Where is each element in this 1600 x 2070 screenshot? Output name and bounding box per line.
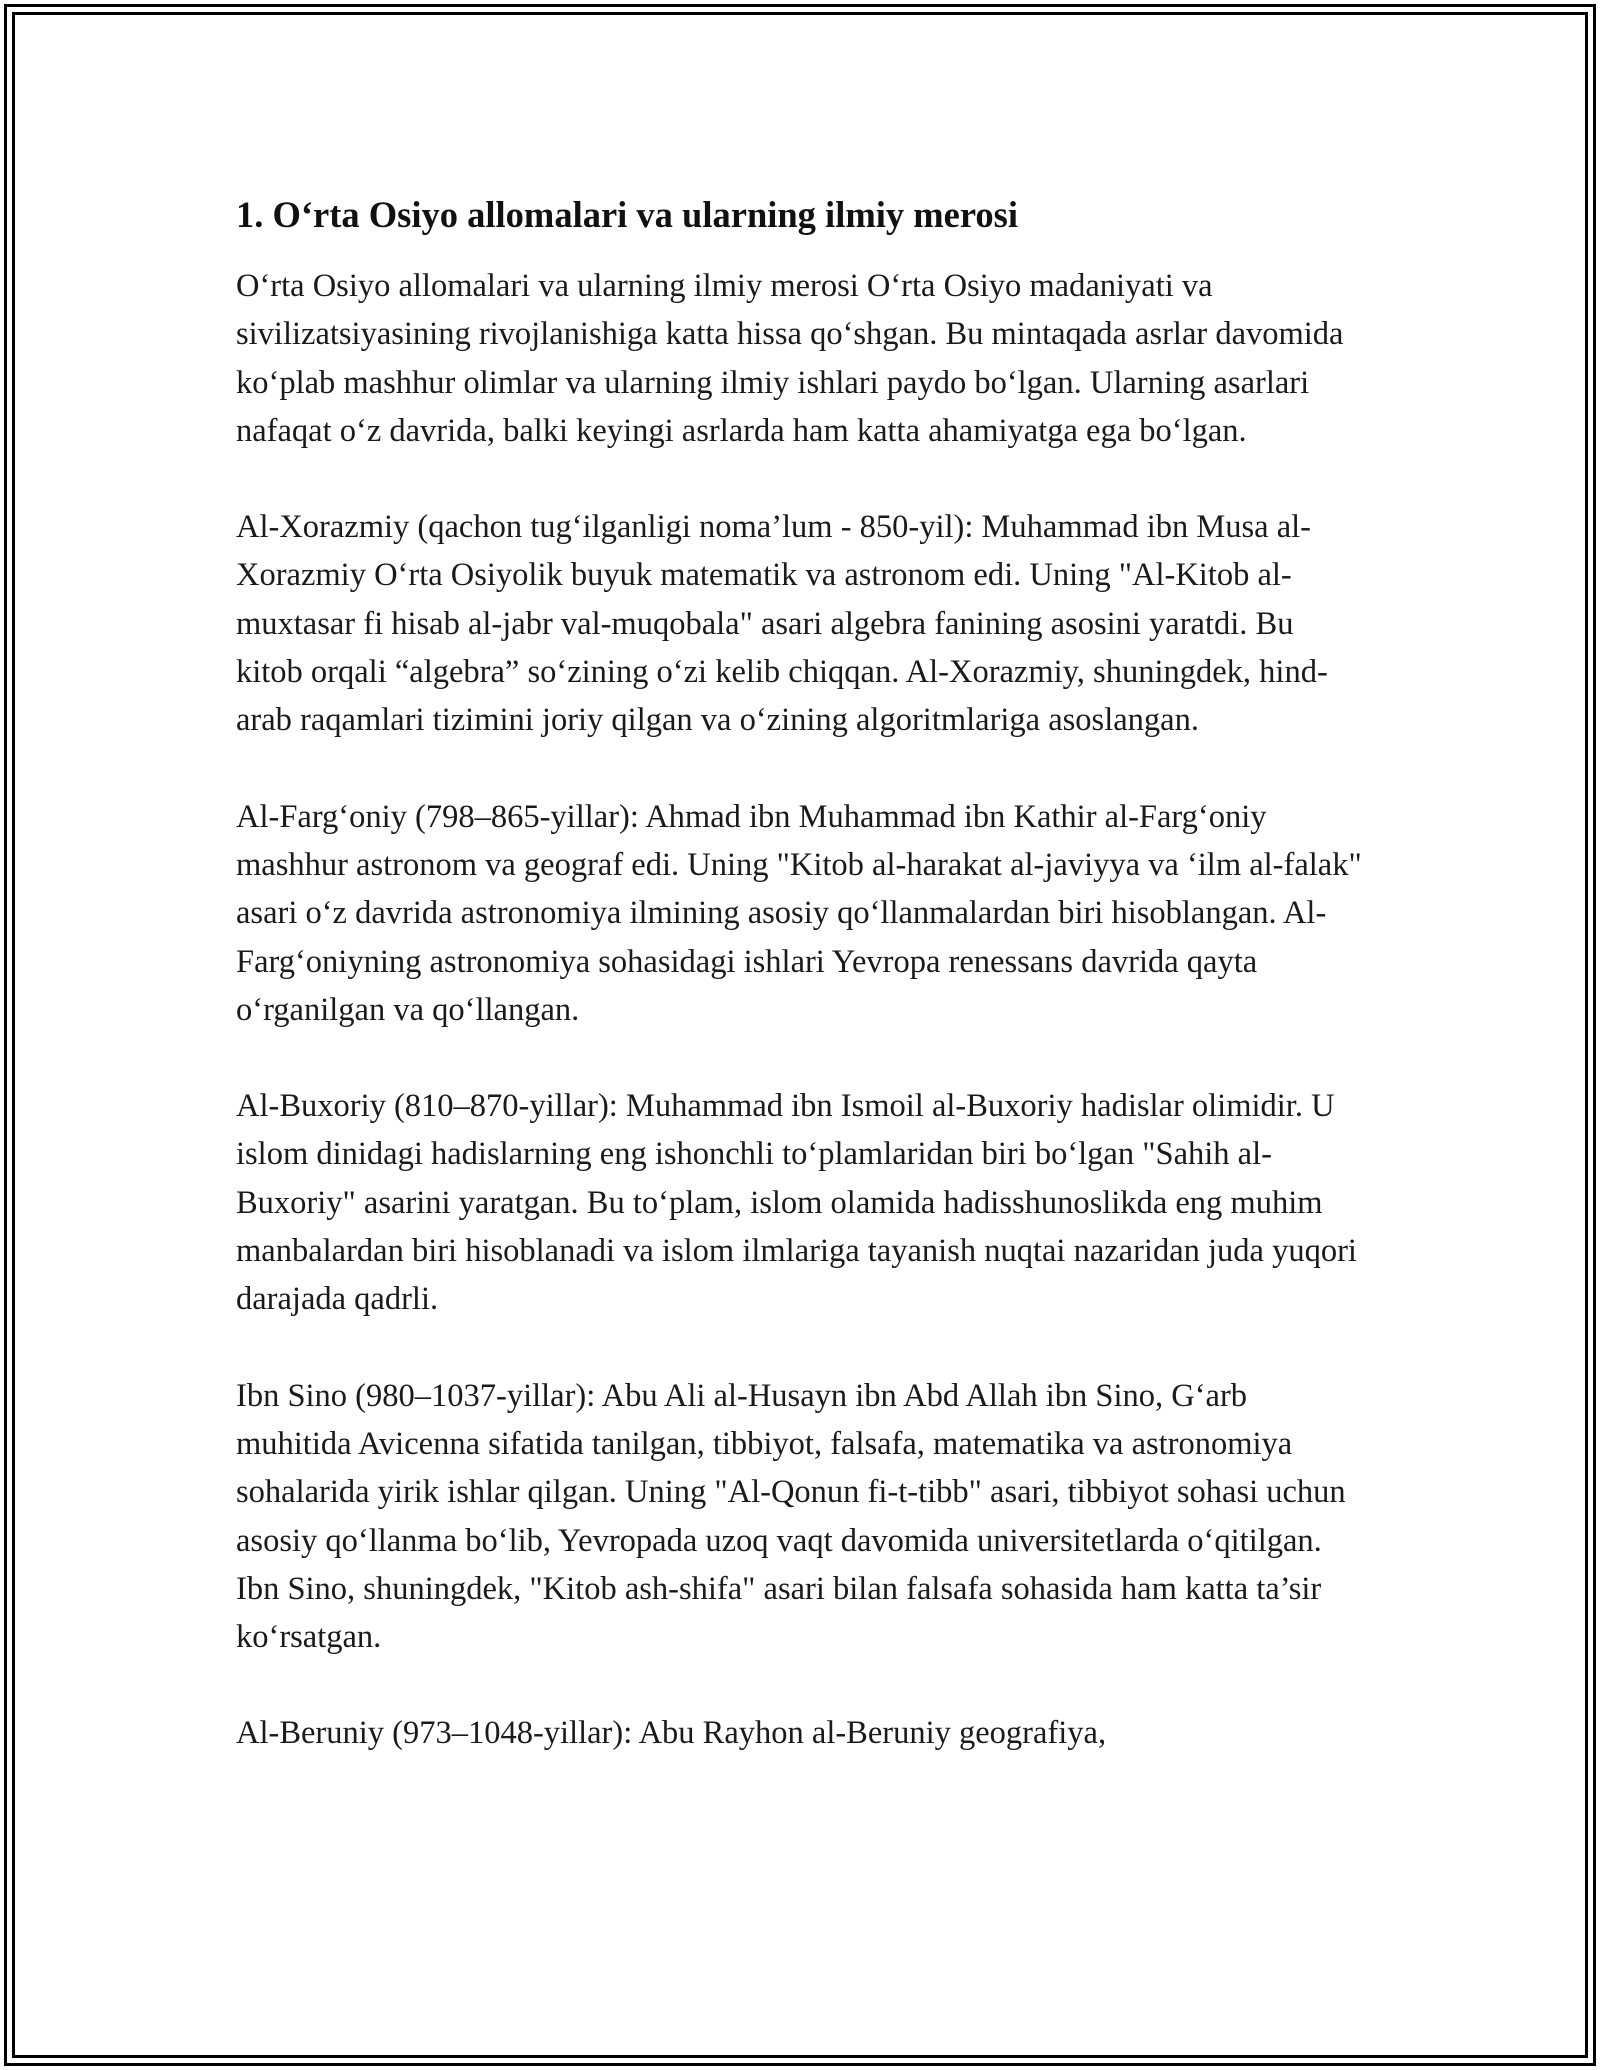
paragraph-al-beruniy: Al-Beruniy (973–1048-yillar): Abu Rayhon al-Beruniy geografiya, [236, 1715, 1107, 1752]
paragraph-al-buxoriy: Al-Buxoriy (810–870-yillar): Muhammad ibn Ismoil al-Buxoriy hadislar olimidir. U islom dinidagi hadislarning eng ishonchli to‘plamlaridan biri bo‘lgan "Sahih al-Buxoriy" asarini yaratgan. Bu to‘plam, islom olamida hadisshunoslikda eng muhim manbalardan biri hisoblanadi va islom ilmlariga tayanish nuqtai nazaridan juda yuqori darajada qadrli. [236, 1088, 1357, 1318]
section-heading: 1. O‘rta Osiyo allomalari va ularning ilmiy merosi [236, 194, 1019, 235]
document-body [236, 190, 1366, 1806]
paragraph-al-fargoniy: Al-Farg‘oniy (798–865-yillar): Ahmad ibn Muhammad ibn Kathir al-Farg‘oniy mashhur astronom va geograf edi. Uning "Kitob al-harakat al-javiyya va ‘ilm al-falak" asari o‘z davrida astronomiya ilmining asosiy qo‘llanmalardan biri hisoblangan. Al-Farg‘oniyning astronomiya sohasidagi ishlari Yevropa renessans davrida qayta o‘rganilgan va qo‘llangan. [236, 798, 1362, 1028]
paragraph-intro: O‘rta Osiyo allomalari va ularning ilmiy merosi O‘rta Osiyo madaniyati va sivilizatsiyasining rivojlanishiga katta hissa qo‘shgan. Bu mintaqada asrlar davomida ko‘plab mashhur olimlar va ularning ilmiy ishlari paydo bo‘lgan. Ularning asarlari nafaqat o‘z davrida, balki keyingi asrlarda ham katta ahamiyatga ega bo‘lgan. [236, 268, 1344, 449]
paragraph-al-xorazmiy: Al-Xorazmiy (qachon tug‘ilganligi noma’lum - 850-yil): Muhammad ibn Musa al-Xorazmiy O‘rta Osiyolik buyuk matematik va astronom edi. Uning "Al-Kitob al-muxtasar fi hisab al-jabr val-muqobala" asari algebra fanining asosini yaratdi. Bu kitob orqali “algebra” so‘zining o‘zi kelib chiqqan. Al-Xorazmiy, shuningdek, hind-arab raqamlari tizimini joriy qilgan va o‘zining algoritmlariga asoslangan. [236, 509, 1328, 739]
paragraph-ibn-sino: Ibn Sino (980–1037-yillar): Abu Ali al-Husayn ibn Abd Allah ibn Sino, G‘arb muhitida Avicenna sifatida tanilgan, tibbiyot, falsafa, matematika va astronomiya sohalarida yirik ishlar qilgan. Uning "Al-Qonun fi-t-tibb" asari, tibbiyot sohasi uchun asosiy qo‘llanma bo‘lib, Yevropada uzoq vaqt davomida universitetlarda o‘qitilgan. Ibn Sino, shuningdek, "Kitob ash-shifa" asari bilan falsafa sohasida ham katta ta’sir ko‘rsatgan. [236, 1377, 1346, 1656]
